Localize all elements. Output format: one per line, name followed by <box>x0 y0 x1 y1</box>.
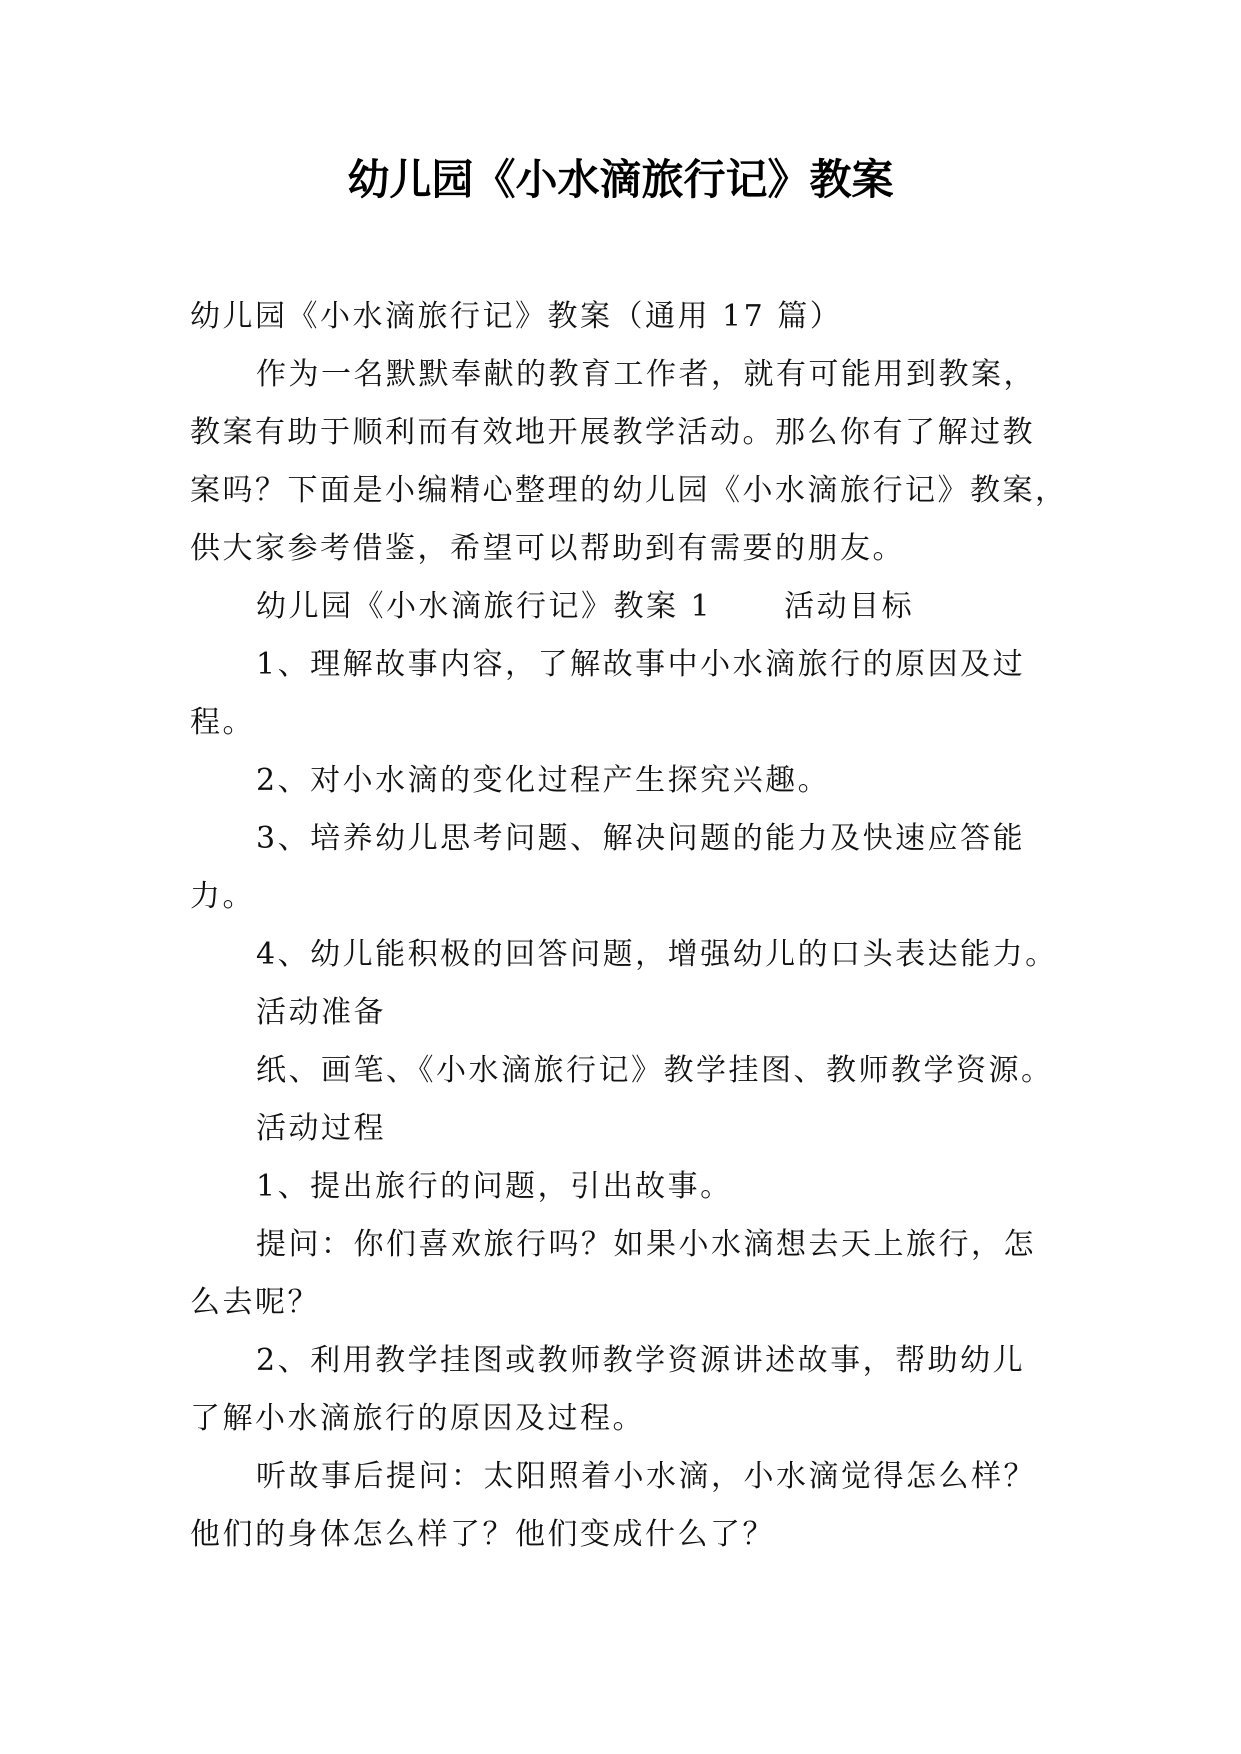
process-step-continued: 了解小水滴旅行的原因及过程。 <box>190 1401 645 1436</box>
intro-line: 案吗？下面是小编精心整理的幼儿园《小水滴旅行记》教案， <box>190 473 1068 508</box>
intro-line: 供大家参考借鉴，希望可以帮助到有需要的朋友。 <box>190 531 905 566</box>
process-question: 听故事后提问：太阳照着小水滴，小水滴觉得怎么样？ <box>256 1459 1036 1494</box>
document-body <box>190 288 1070 1564</box>
intro-line: 教案有助于顺利而有效地开展教学活动。那么你有了解过教 <box>190 415 1035 450</box>
process-question: 提问：你们喜欢旅行吗？如果小水滴想去天上旅行，怎 <box>256 1227 1036 1262</box>
goal-item: 4、幼儿能积极的回答问题，增强幼儿的口头表达能力。 <box>256 937 1058 972</box>
goal-item: 3、培养幼儿思考问题、解决问题的能力及快速应答能 <box>256 821 1026 856</box>
goal-item: 1、理解故事内容，了解故事中小水滴旅行的原因及过 <box>256 647 1026 682</box>
section-heading-line <box>190 578 1070 636</box>
document-subtitle: 幼儿园《小水滴旅行记》教案（通用 17 篇） <box>190 299 843 334</box>
process-step: 1、提出旅行的问题，引出故事。 <box>256 1169 733 1204</box>
process-question-continued: 他们的身体怎么样了？他们变成什么了？ <box>190 1517 775 1552</box>
goals-heading: 活动目标 <box>784 589 915 624</box>
prep-heading: 活动准备 <box>256 995 386 1030</box>
process-heading: 活动过程 <box>256 1111 386 1146</box>
goal-item-continued: 力。 <box>190 879 255 914</box>
process-step: 2、利用教学挂图或教师教学资源讲述故事，帮助幼儿 <box>256 1343 1026 1378</box>
process-question-continued: 么去呢？ <box>190 1285 320 1320</box>
goal-item-continued: 程。 <box>190 705 255 740</box>
prep-text: 纸、画笔、《小水滴旅行记》教学挂图、教师教学资源。 <box>256 1053 1054 1088</box>
section-heading: 幼儿园《小水滴旅行记》教案 1 <box>256 589 713 624</box>
document-title: 幼儿园《小水滴旅行记》教案 <box>347 155 894 204</box>
intro-line: 作为一名默默奉献的教育工作者，就有可能用到教案， <box>256 357 1036 392</box>
goal-item: 2、对小水滴的变化过程产生探究兴趣。 <box>256 763 831 798</box>
